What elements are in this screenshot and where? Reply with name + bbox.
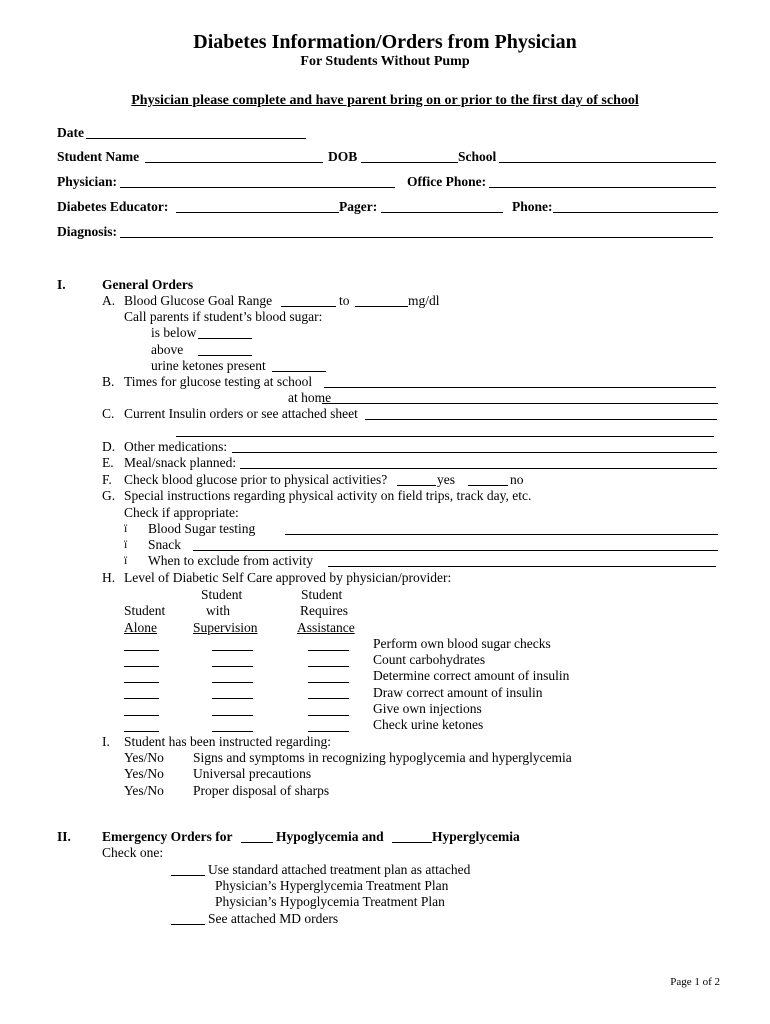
section2-title-c: Hyperglycemia [432,829,520,844]
option1-blank[interactable] [171,875,205,876]
educator-label: Diabetes Educator: [57,199,169,214]
diagnosis-field[interactable] [120,237,713,238]
assistance-blank[interactable] [308,666,349,667]
check-item-snack: Snack [148,537,181,552]
pager-field[interactable] [381,212,503,213]
item-f-yes: yes [437,472,455,487]
supervision-blank[interactable] [212,698,253,699]
option2-text: See attached MD orders [208,911,339,926]
page-title: Diabetes Information/Orders from Physician [193,31,577,53]
school-field[interactable] [499,162,716,163]
below-label: is below [151,325,197,340]
col-supervision-h1: Student [201,587,243,602]
meal-field[interactable] [240,468,717,469]
checkbox-icon[interactable]: ï [124,537,128,551]
item-g-label: Special instructions regarding physical activity on field trips, track day, etc. [124,488,532,503]
no-field[interactable] [468,485,508,486]
physician-field[interactable] [120,187,395,188]
care-task: Draw correct amount of insulin [373,685,543,700]
page-subtitle: For Students Without Pump [300,54,470,69]
care-task: Check urine ketones [373,717,484,732]
care-task: Count carbohydrates [373,652,486,667]
supervision-blank[interactable] [212,666,253,667]
supervision-blank[interactable] [212,650,253,651]
item-a-letter: A. [102,293,116,308]
snack-field[interactable] [193,550,718,551]
assistance-blank[interactable] [308,682,349,683]
item-f-no: no [510,472,524,487]
alone-blank[interactable] [124,650,159,651]
item-e-letter: E. [102,455,114,470]
item-h-label: Level of Diabetic Self Care approved by physician/provider: [124,570,452,585]
check-item-exclude: When to exclude from activity [148,553,313,568]
home-testing-field[interactable] [322,403,718,404]
item-b-letter: B. [102,374,115,389]
item-d-label: Other medications: [124,439,228,454]
call-parents-text: Call parents if student’s blood sugar: [124,309,323,324]
check-if-label: Check if appropriate: [124,505,239,520]
above-field[interactable] [198,355,252,356]
item-f-label: Check blood glucose prior to physical activities? [124,472,388,487]
assistance-blank[interactable] [308,650,349,651]
diagnosis-label: Diagnosis: [57,224,118,239]
hypo-blank[interactable] [241,842,273,843]
care-task: Determine correct amount of insulin [373,668,570,683]
ketones-label: urine ketones present [151,358,266,373]
exclude-field[interactable] [328,566,716,567]
medications-field[interactable] [232,452,717,453]
supervision-blank[interactable] [212,715,253,716]
educator-field[interactable] [176,212,339,213]
alone-blank[interactable] [124,682,159,683]
below-field[interactable] [198,338,252,339]
instructed-item: Signs and symptoms in recognizing hypoglycemia and hyperglycemia [193,750,572,765]
phone-label: Phone: [512,199,553,214]
supervision-blank[interactable] [212,682,253,683]
care-task: Perform own blood sugar checks [373,636,551,651]
school-label: School [458,149,497,164]
item-f-letter: F. [102,472,112,487]
alone-blank[interactable] [124,715,159,716]
item-d-letter: D. [102,439,116,454]
assistance-blank[interactable] [308,715,349,716]
option2-blank[interactable] [171,924,205,925]
col-assistance-h2: Requires [300,603,348,618]
section2-title-a: Emergency Orders for [102,829,233,844]
instructed-item: Universal precautions [193,766,312,781]
office-phone-label: Office Phone: [407,174,487,189]
care-task: Give own injections [373,701,482,716]
physician-label: Physician: [57,174,118,189]
glucose-low-field[interactable] [281,306,336,307]
item-a-unit: mg/dl [408,293,440,308]
dob-label: DOB [328,149,358,164]
phone-field[interactable] [553,212,718,213]
item-a-to: to [339,293,350,308]
yes-no-toggle[interactable]: Yes/No [124,783,164,798]
checkbox-icon[interactable]: ï [124,521,128,535]
yes-no-toggle[interactable]: Yes/No [124,766,164,781]
student-name-field[interactable] [145,162,323,163]
alone-blank[interactable] [124,698,159,699]
alone-blank[interactable] [124,666,159,667]
check-item-blood-sugar: Blood Sugar testing [148,521,256,536]
option1-sub-b: Physician’s Hypoglycemia Treatment Plan [215,894,445,909]
col-assistance-h3: Assistance [297,620,355,635]
section1-number: I. [57,277,66,292]
blood-sugar-field[interactable] [285,534,718,535]
student-name-label: Student Name [57,149,140,164]
col-alone-h3: Alone [124,620,157,635]
section2-title-b: Hypoglycemia and [276,829,384,844]
item-h-letter: H. [102,570,116,585]
yes-no-toggle[interactable]: Yes/No [124,750,164,765]
date-label: Date [57,125,84,140]
item-i-letter: I. [102,734,110,749]
insulin-field[interactable] [365,419,717,420]
supervision-blank[interactable] [212,731,253,732]
checkbox-icon[interactable]: ï [124,553,128,567]
item-a-label: Blood Glucose Goal Range [124,293,273,308]
check-one-label: Check one: [102,845,164,860]
col-supervision-h2: with [206,603,231,618]
col-supervision-h3: Supervision [193,620,258,635]
item-g-letter: G. [102,488,116,503]
glucose-high-field[interactable] [355,306,408,307]
option1-sub-a: Physician’s Hyperglycemia Treatment Plan [215,878,449,893]
assistance-blank[interactable] [308,731,349,732]
dob-field[interactable] [361,162,458,163]
school-testing-field[interactable] [324,387,716,388]
insulin-field-2[interactable] [176,436,714,437]
section2-number: II. [57,829,71,844]
assistance-blank[interactable] [308,698,349,699]
alone-blank[interactable] [124,731,159,732]
at-home-label: at home [288,390,332,405]
pager-label: Pager: [339,199,378,214]
instructed-item: Proper disposal of sharps [193,783,330,798]
item-b-label: Times for glucose testing at school [124,374,313,389]
item-i-label: Student has been instructed regarding: [124,734,331,749]
yes-field[interactable] [397,485,436,486]
instruction-line: Physician please complete and have parent bring on or prior to the first day of school [131,93,639,108]
col-alone-h2: Student [124,603,166,618]
option1-text: Use standard attached treatment plan as attached [208,862,471,877]
office-phone-field[interactable] [489,187,716,188]
col-assistance-h1: Student [301,587,343,602]
item-c-label: Current Insulin orders or see attached sheet [124,406,358,421]
ketones-field[interactable] [272,371,326,372]
section1-title: General Orders [102,277,194,292]
page-number: Page 1 of 2 [670,976,720,988]
item-e-label: Meal/snack planned: [124,455,237,470]
item-c-letter: C. [102,406,115,421]
date-field[interactable] [86,138,306,139]
hyper-blank[interactable] [392,842,432,843]
above-label: above [151,342,184,357]
